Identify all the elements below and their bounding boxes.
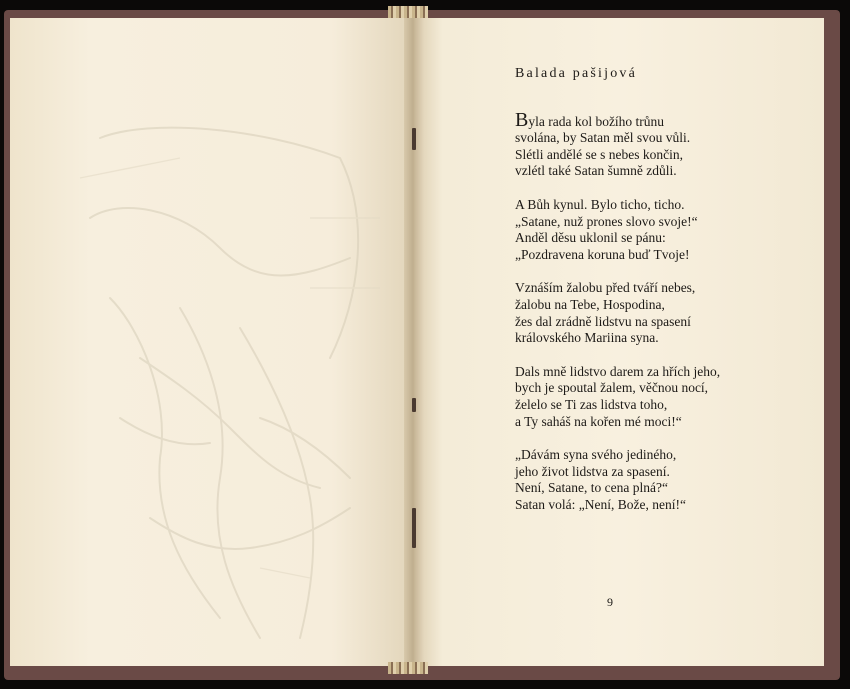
poem-line: bych je spoutal žalem, věčnou nocí, — [515, 380, 709, 396]
poem-line — [515, 108, 815, 131]
poem-line: Dals mně lidstvo darem za hřích jeho, — [515, 363, 721, 379]
stanza — [515, 447, 815, 513]
headband-bottom — [388, 662, 428, 674]
poem-line: Anděl děsu uklonil se pánu: — [515, 230, 666, 246]
poem-title: Balada pašijová — [515, 66, 638, 81]
poem-line-text: yla rada kol božího trůnu — [528, 113, 665, 129]
poem-line: Není, Satane, to cena plná?“ — [515, 480, 668, 496]
poem-line: „Pozdravena koruna buď Tvoje! — [515, 246, 690, 262]
poem-line: Slétli andělé se s nebes končin, — [515, 146, 683, 162]
poem-line: Satan volá: „Není, Bože, není!“ — [515, 496, 686, 512]
poem-line: Vznáším žalobu před tváří nebes, — [515, 280, 696, 296]
stanza — [515, 364, 815, 430]
binding-thread — [412, 128, 416, 150]
binding-thread — [412, 508, 416, 548]
poem-line: žes dal zrádně lidstvu na spasení — [515, 313, 691, 329]
headband-top — [388, 6, 428, 18]
poem-line: vzlétl také Satan šumně zdůli. — [515, 163, 677, 179]
poem-line: a Ty saháš na kořen mé moci!“ — [515, 413, 682, 429]
stanza — [515, 280, 815, 346]
poem-line: královského Mariina syna. — [515, 330, 659, 346]
left-page — [10, 18, 412, 666]
binding-thread — [412, 398, 416, 412]
poem — [515, 66, 815, 530]
stanza — [515, 108, 815, 180]
poem-line: „Dávám syna svého jediného, — [515, 447, 677, 463]
stanza — [515, 197, 815, 263]
drop-cap: B — [515, 108, 529, 131]
poem-line: jeho život lidstva za spasení. — [515, 463, 670, 479]
poem-line: žalobu na Tebe, Hospodina, — [515, 296, 665, 312]
book-gutter — [404, 18, 424, 666]
page-number: 9 — [607, 595, 613, 609]
poem-line: želelo se Ti zas lidstva toho, — [515, 396, 668, 412]
poem-line: „Satane, nuž prones slovo svoje!“ — [515, 213, 698, 229]
poem-line: svolána, by Satan měl svou vůli. — [515, 130, 691, 146]
poem-line: A Bůh kynul. Bylo ticho, ticho. — [515, 196, 685, 212]
show-through-illustration — [60, 98, 390, 658]
